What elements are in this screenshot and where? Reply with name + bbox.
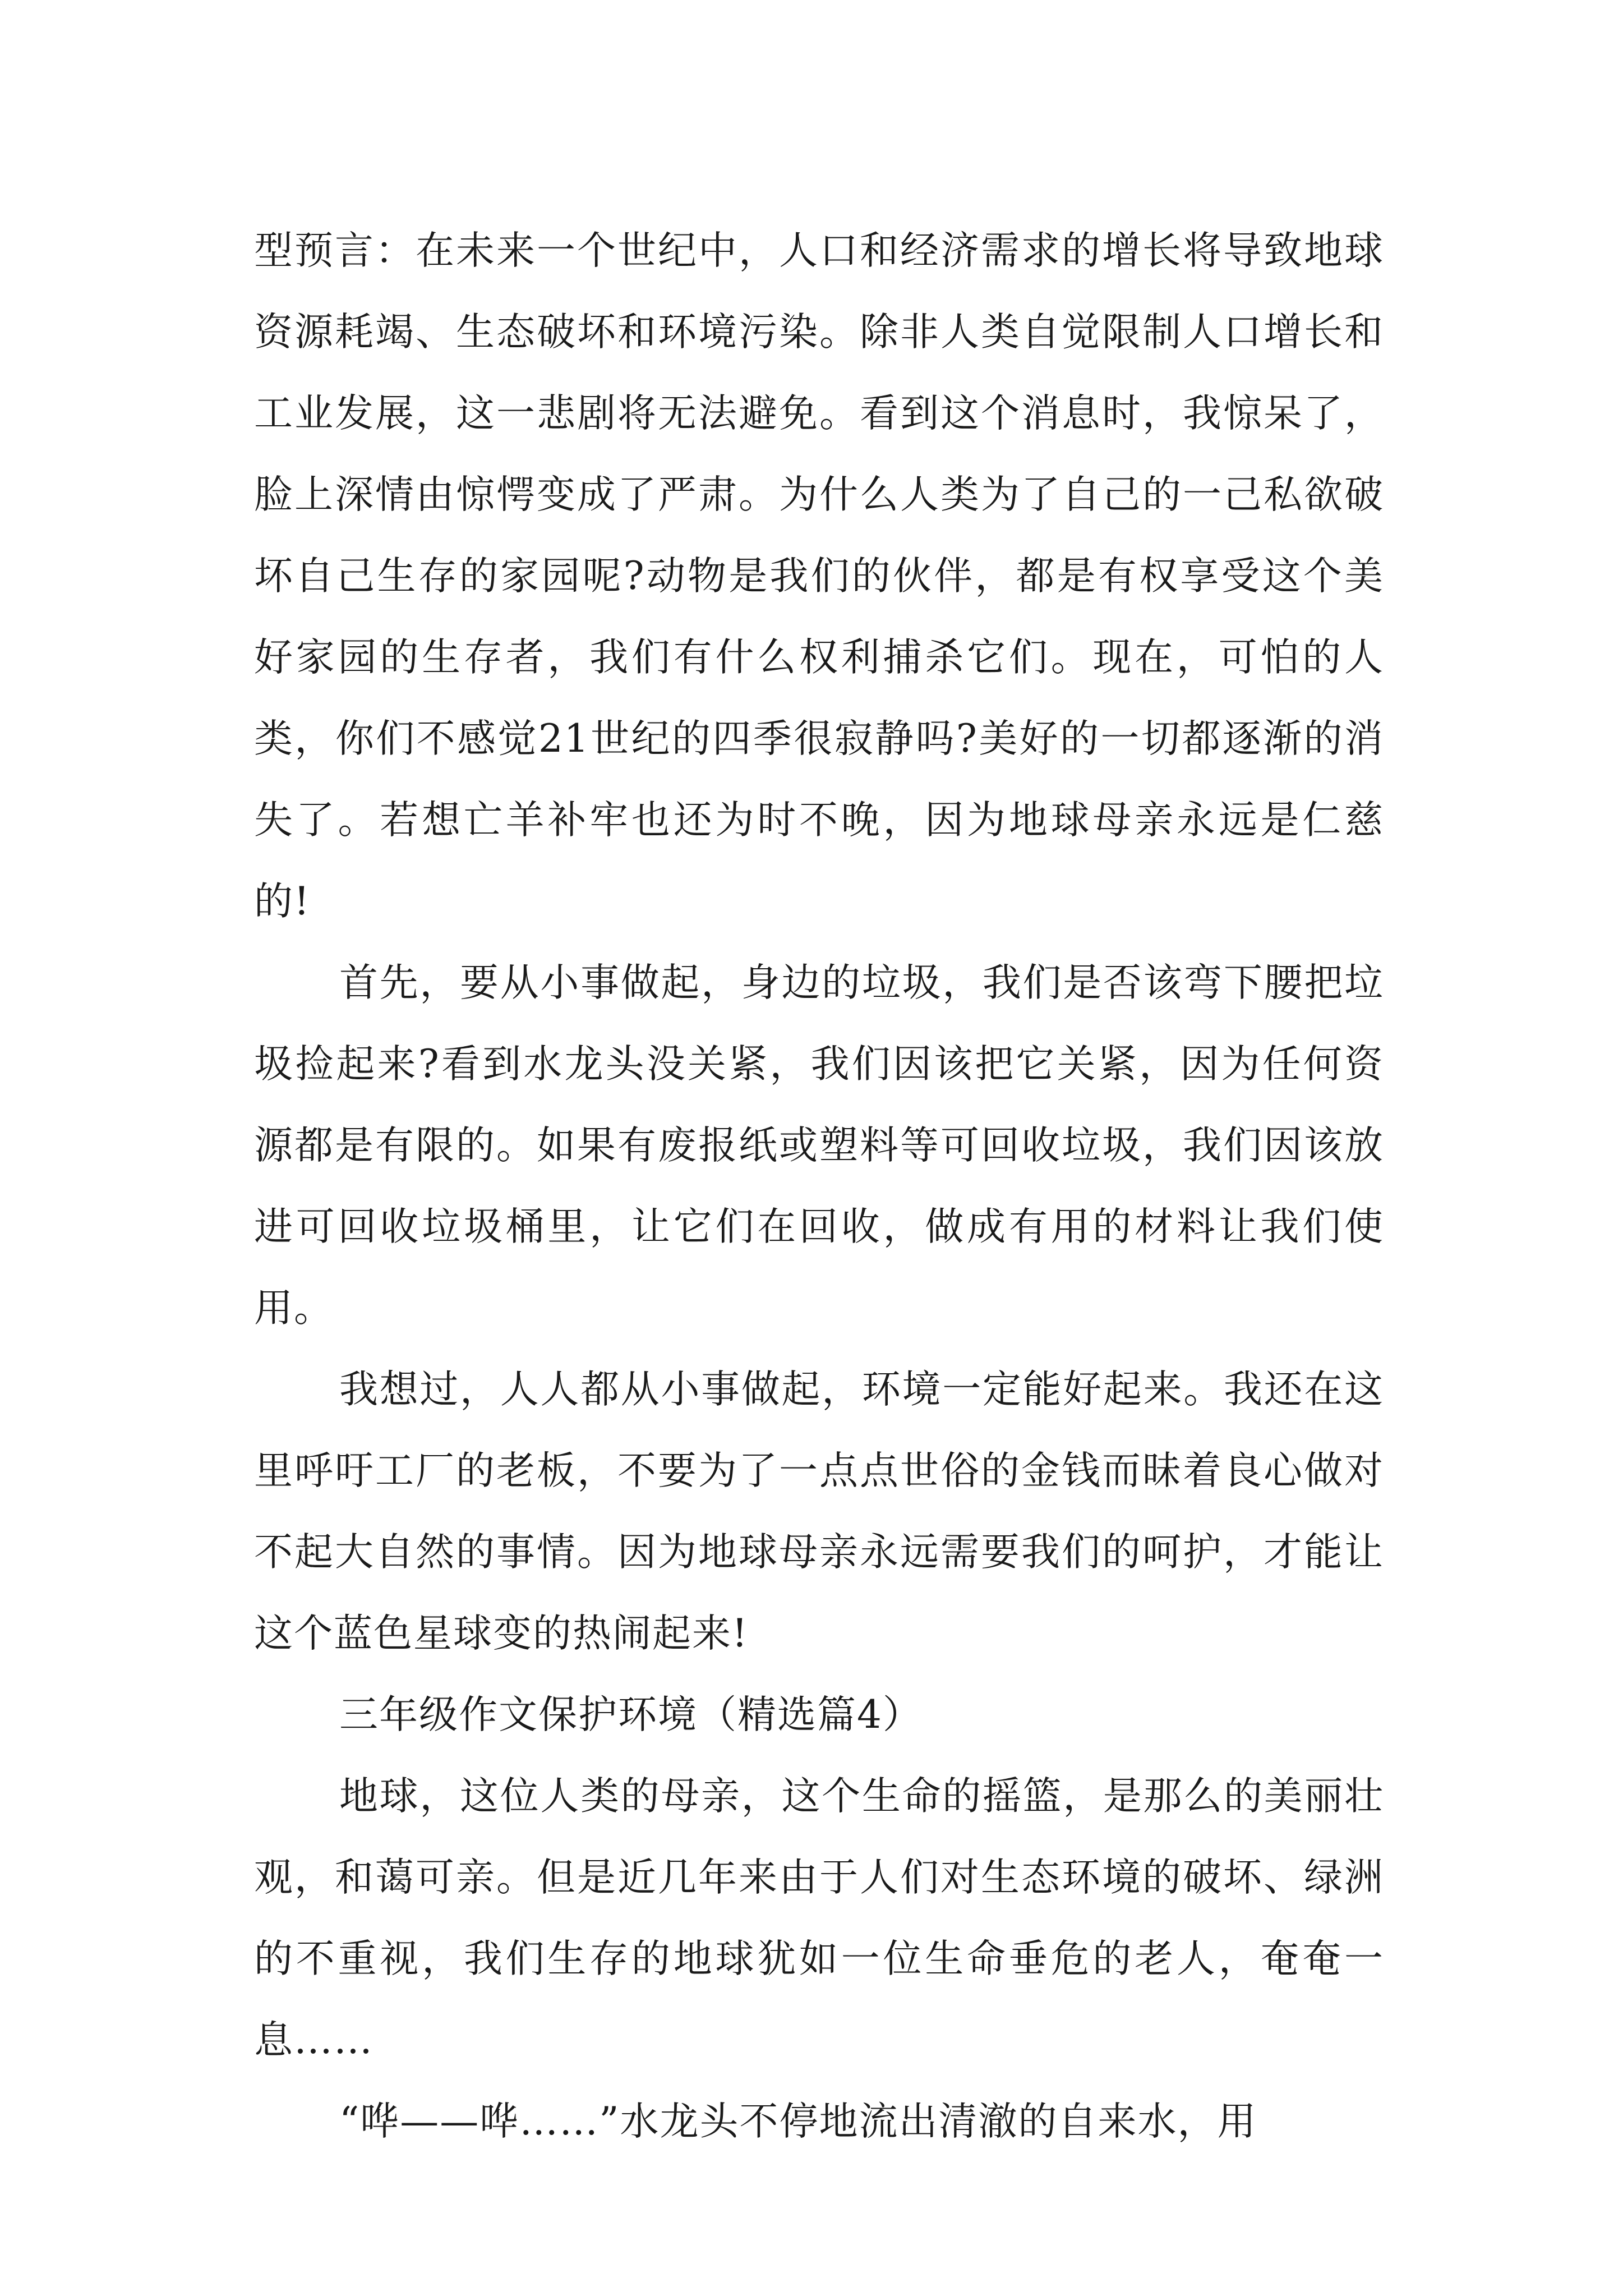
paragraph-1: 型预言：在未来一个世纪中，人口和经济需求的增长将导致地球资源耗竭、生态破坏和环境污染。除非人类自觉限制人口增长和工业发展，这一悲剧将无法避免。看到这个消息时，我惊呆了，脸上深情由惊愕变成了严肃。为什么人类为了自己的一己私欲破坏自己生存的家园呢?动物是我们的伙伴，都是有权享受这个美好家园的生存者，我们有什么权利捕杀它们。现在，可怕的人类，你们不感觉21世纪的四季很寂静吗?美好的一切都逐渐的消失了。若想亡羊补牢也还为时不晚，因为地球母亲永远是仁慈的! <box>254 228 1384 924</box>
paragraph-5: “哗——哗……”水龙头不停地流出清澈的自来水，用 <box>339 2099 1257 2144</box>
paragraph-4: 地球，这位人类的母亲，这个生命的摇篮，是那么的美丽壮观，和蔼可亲。但是近几年来由于人们对生态环境的破坏、绿洲的不重视，我们生存的地球犹如一位生命垂危的老人，奄奄一息…… <box>254 1774 1384 2063</box>
paragraph-2: 首先，要从小事做起，身边的垃圾，我们是否该弯下腰把垃圾捡起来?看到水龙头没关紧，我们因该把它关紧，因为任何资源都是有限的。如果有废报纸或塑料等可回收垃圾，我们因该放进可回收垃圾桶里，让它们在回收，做成有用的材料让我们使用。 <box>254 960 1384 1331</box>
document-body <box>254 210 1384 2162</box>
section-heading: 三年级作文保护环境（精选篇4） <box>339 1692 923 1737</box>
paragraph-3: 我想过，人人都从小事做起，环境一定能好起来。我还在这里呼吁工厂的老板，不要为了一点点世俗的金钱而昧着良心做对不起大自然的事情。因为地球母亲永远需要我们的呵护，才能让这个蓝色星球变的热闹起来! <box>254 1367 1384 1656</box>
